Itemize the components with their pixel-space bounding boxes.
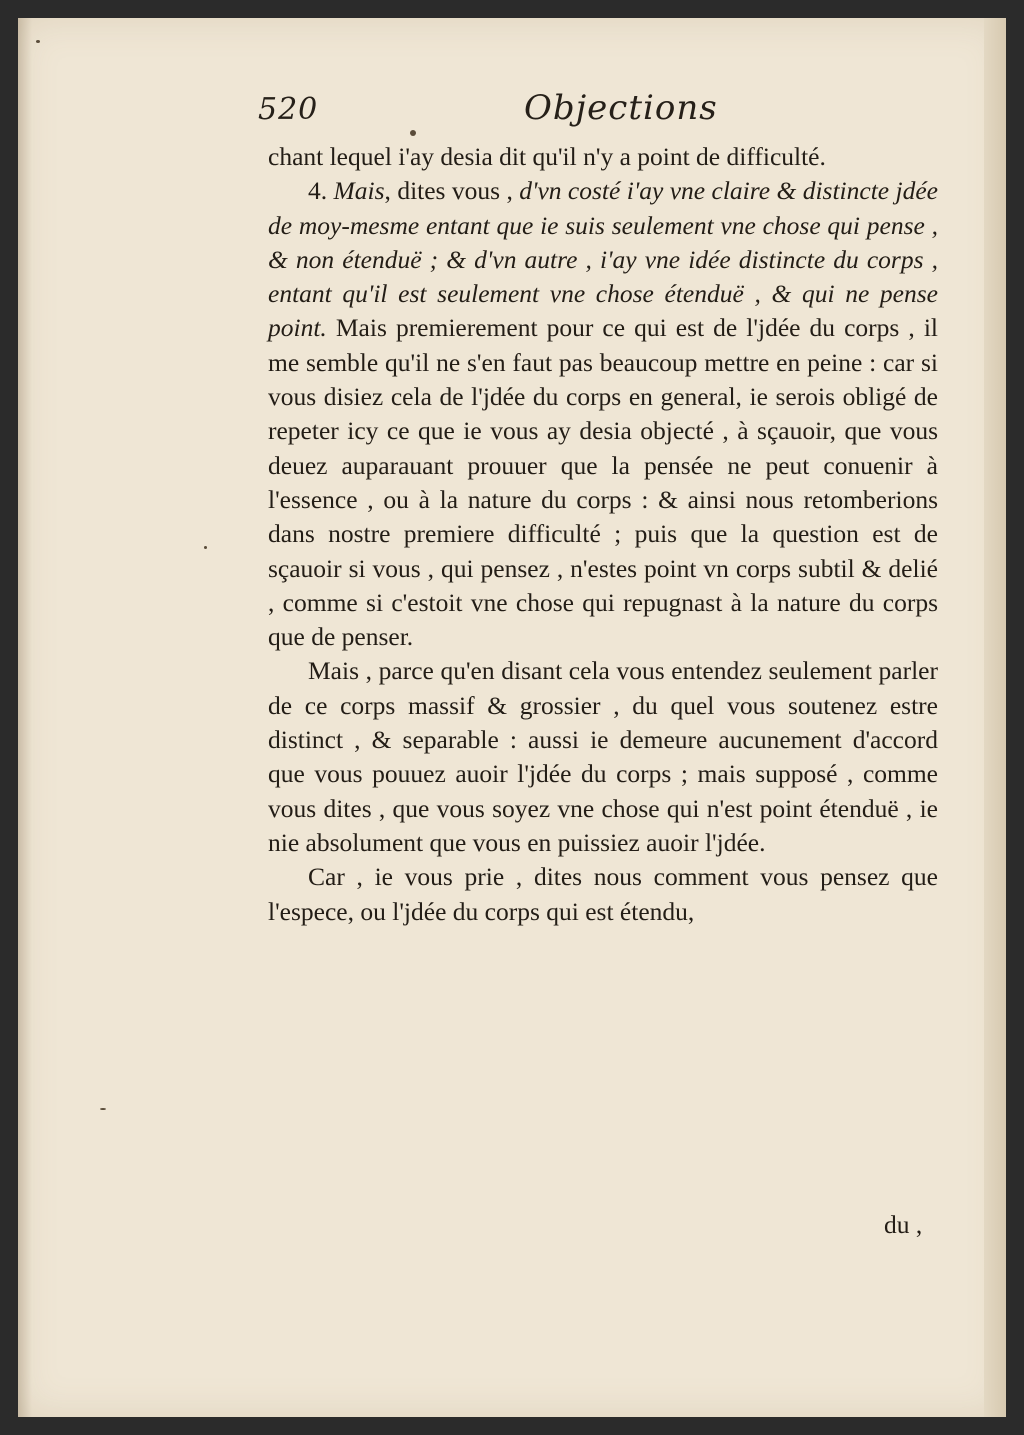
paragraph-2-italic-a: Mais: [333, 176, 385, 206]
paragraph-2-text-a: , dites vous ,: [384, 176, 513, 206]
paragraph-3: Mais , parce qu'en disant cela vous entendez seulement parler de ce corps massif & grossier , du quel vous soutenez estre distinct , & separable : aussi ie demeure aucunement d'accord que vous pouuez auoir l'jdée du corps ; mais supposé , comme vous dites , que vous soyez vne chose qui n'est point étenduë , ie nie absolument que vous en puissiez auoir l'jdée.: [268, 656, 938, 857]
running-title: Objections: [524, 88, 718, 128]
text-body: [268, 140, 938, 929]
paragraph-2-number: 4.: [308, 176, 328, 206]
gutter-shadow: [18, 18, 32, 1417]
paragraph-2-italic-b: d'vn costé i'ay vne claire & distincte jdée de moy-mesme entant que ie suis seulement vne chose qui pense , & non étenduë ; & d'vn autre , i'ay vne idée distincte du corps , entant qu'il est seulement vne chose étenduë , & qui ne pense point.: [268, 176, 938, 343]
paragraph-2-text-b: Mais premierement pour ce qui est de l'jdée du corps , il me semble qu'il ne s'en faut pas beaucoup mettre en peine : car si vous disiez cela de l'jdée du corps en general, ie serois obligé de repeter icy ce que ie vous ay desia objecté , à sçauoir, que vous deuez auparauant prouuer que la pensée ne peut conuenir à l'essence , ou à la nature du corps : & ainsi nous retomberions dans nostre premiere difficulté ; puis que la question est de sçauoir si vous , qui pensez , n'estes point vn corps subtil & delié , comme si c'estoit vne chose qui repugnast à la nature du corps que de penser.: [268, 313, 938, 652]
page-number: 520: [258, 92, 319, 127]
ink-speck: [204, 546, 207, 549]
ink-speck: [100, 1108, 106, 1110]
paragraph-4: Car , ie vous prie , dites nous comment vous pensez que l'espece, ou l'jdée du corps qui est étendu,: [268, 862, 938, 926]
paragraph-2: [268, 174, 938, 654]
paragraph-1: chant lequel i'ay desia dit qu'il n'y a point de difficulté.: [268, 142, 826, 171]
book-page: [18, 18, 1006, 1417]
ink-speck: [36, 40, 40, 43]
page-edge: [984, 18, 1006, 1417]
ink-speck: [410, 130, 416, 136]
catchword: du ,: [884, 1210, 923, 1239]
page-header: [258, 86, 758, 136]
